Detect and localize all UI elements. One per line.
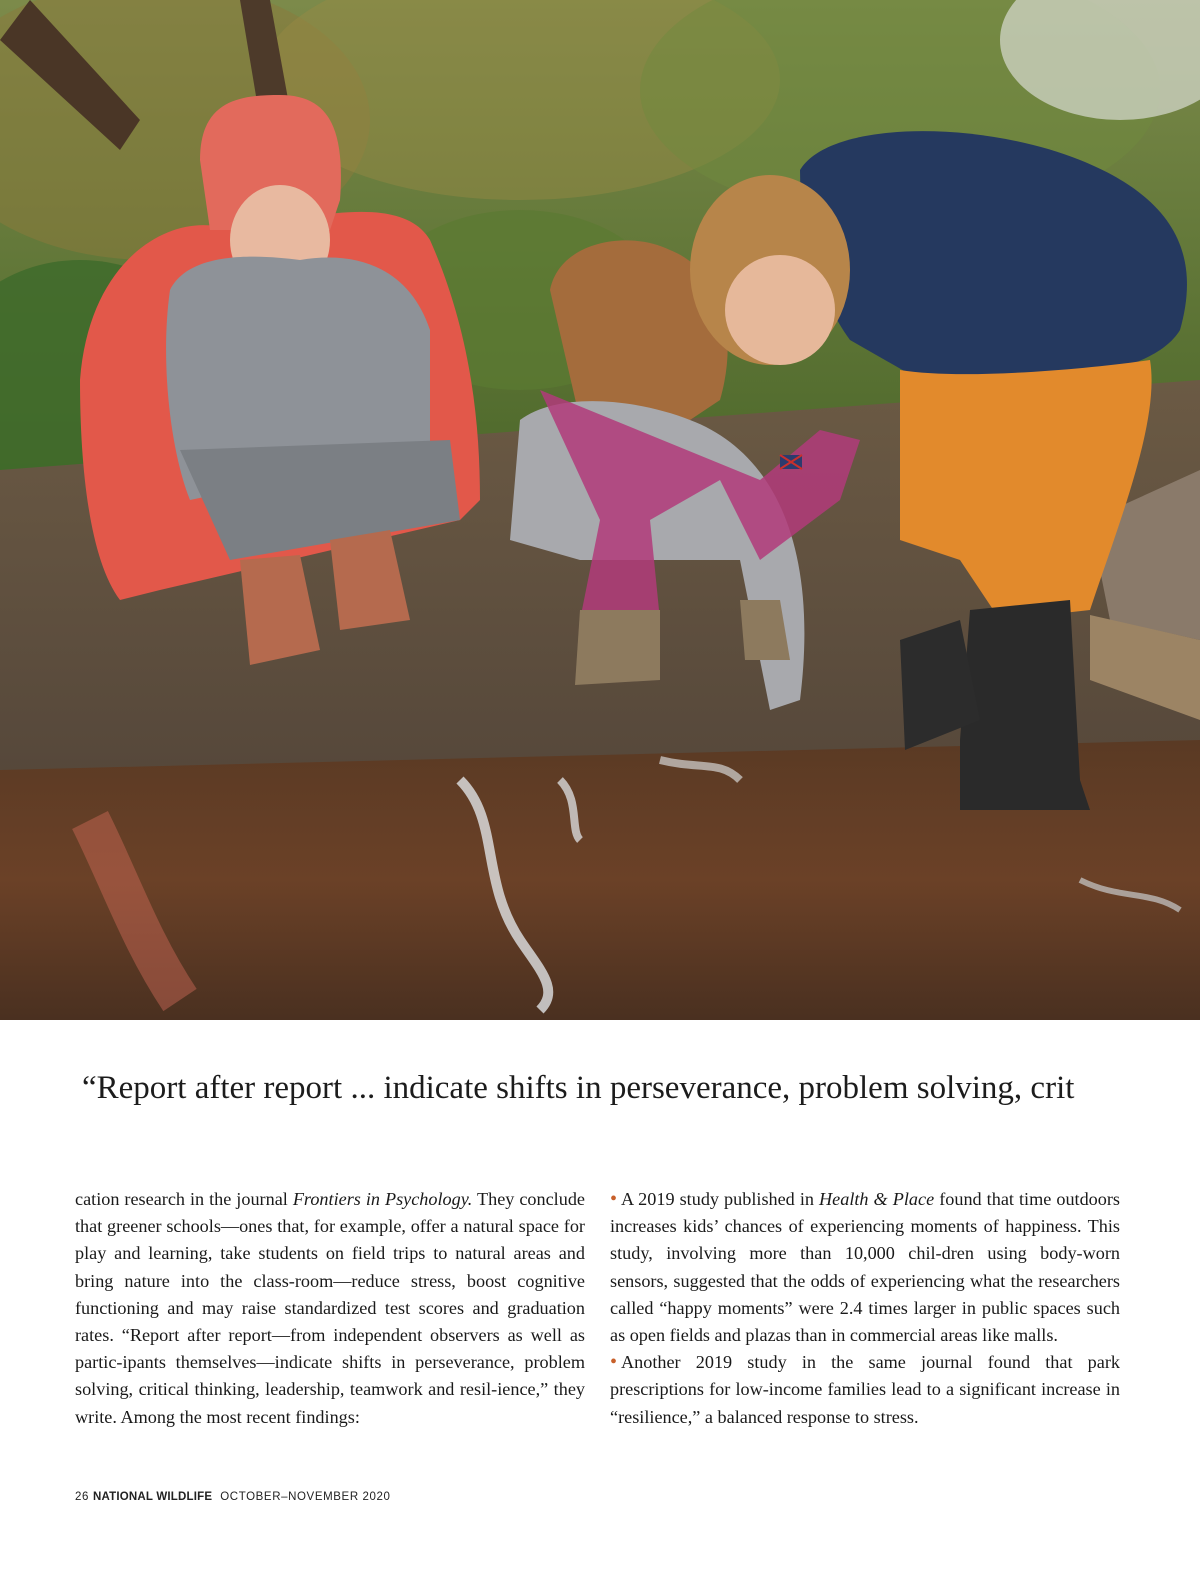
body-paragraph bbox=[75, 1186, 585, 1431]
page-footer bbox=[75, 1491, 391, 1503]
journal-title: Health & Place bbox=[819, 1189, 935, 1209]
bullet-item bbox=[610, 1349, 1120, 1431]
bullet-text: Another 2019 study in the same journal found that park prescriptions for low-income families lead to a significant increase in “resilience,” a balanced response to stress. bbox=[610, 1352, 1120, 1427]
bullet-dot-icon: • bbox=[610, 1188, 618, 1210]
page-number: 26 bbox=[75, 1491, 89, 1503]
paragraph-text: cation research in the journal bbox=[75, 1189, 293, 1209]
pull-quote: “Report after report ... indicate shifts in perseverance, problem solving, crit bbox=[82, 1070, 1075, 1106]
bullet-dot-icon: • bbox=[610, 1351, 618, 1374]
magazine-name: NATIONAL WILDLIFE bbox=[93, 1491, 213, 1503]
journal-title: Frontiers in Psychology. bbox=[292, 1189, 473, 1209]
bullet-text: found that time outdoors increases kids’ chances of experiencing moments of happiness. This study, involving more than 10,000 chil-dren using body-worn sensors, suggested that the odds of experiencing what the researchers called “happy moments” were 2.4 times larger in public spaces such as open fields and plazas than in commercial areas like malls. bbox=[610, 1189, 1121, 1346]
paragraph-text: They conclude that greener schools—ones that, for example, offer a natural space for play and learning, take students on field trips to natural areas and bring nature into the class-room—reduce stress, boost cognitive functioning and may raise standardized test scores and graduation rates. “Report after report—from independent observers as well as partic-ipants themselves—indicate shifts in perseverance, problem solving, critical thinking, leadership, teamwork and resil-ience,” they write. Among the most recent findings: bbox=[75, 1189, 585, 1427]
bullet-item bbox=[610, 1186, 1120, 1349]
body-column-left bbox=[75, 1186, 585, 1431]
bullet-text: A 2019 study published in bbox=[621, 1189, 820, 1209]
issue-date: OCTOBER–NOVEMBER 2020 bbox=[220, 1491, 391, 1503]
body-column-right bbox=[610, 1186, 1120, 1431]
